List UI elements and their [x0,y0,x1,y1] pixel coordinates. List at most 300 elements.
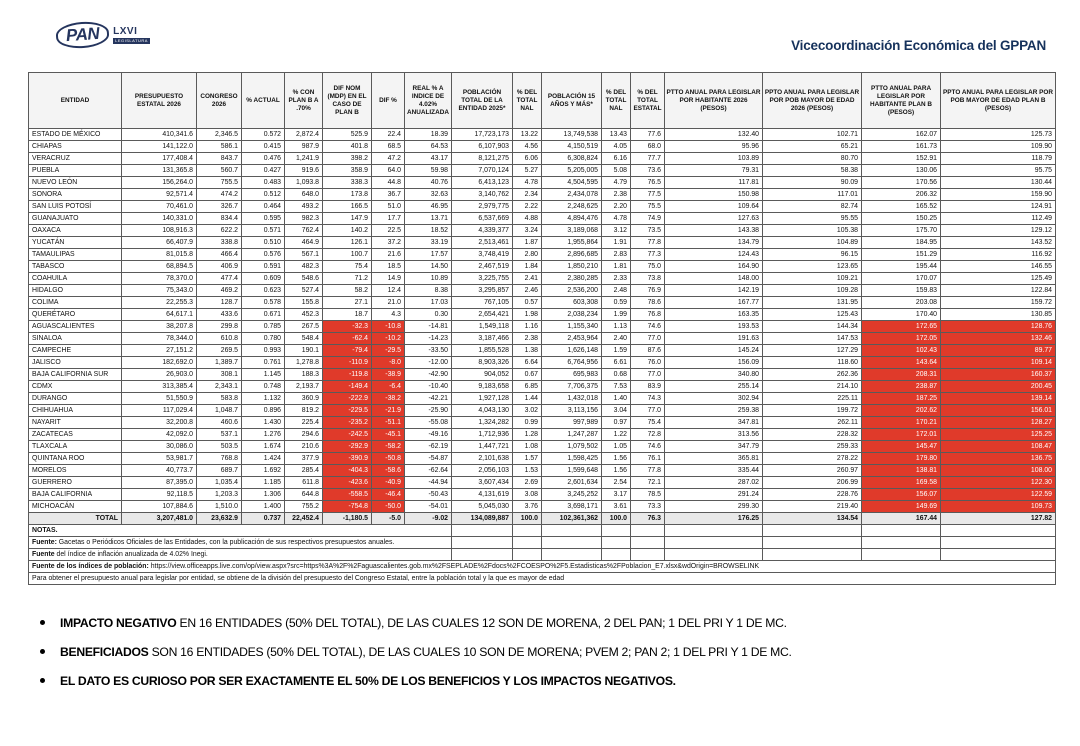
table-row [29,249,1056,261]
bullet-icon [40,678,45,683]
entity-cell: HIDALGO [29,285,122,297]
value-cell: 2,193.7 [285,381,323,393]
value-cell: 44.8 [372,177,405,189]
total-row [29,513,1056,525]
table-row [29,189,1056,201]
value-cell: 173.8 [323,189,372,201]
value-cell: 0.99 [513,417,542,429]
value-cell: 843.7 [197,153,242,165]
value-cell: -10.8 [372,321,405,333]
empty-cell [631,549,665,561]
value-cell: 75.4 [631,417,665,429]
value-cell: 104.89 [763,237,862,249]
value-cell: 313.56 [665,429,763,441]
value-cell: 129.12 [941,225,1056,237]
value-cell: -423.6 [323,477,372,489]
value-cell: 3,748,419 [452,249,513,261]
value-cell: 474.2 [197,189,242,201]
column-header: PRESUPUESTO ESTATAL 2026 [122,73,197,129]
value-cell: 1,432,018 [542,393,602,405]
empty-cell [941,537,1056,549]
value-cell: 59.98 [405,165,452,177]
value-cell: -62.64 [405,465,452,477]
value-cell: 149.69 [862,501,941,513]
value-cell: 919.6 [285,165,323,177]
value-cell: 377.9 [285,453,323,465]
entity-cell: QUINTANA ROO [29,453,122,465]
value-cell: 126.1 [323,237,372,249]
value-cell: -235.2 [323,417,372,429]
value-cell: 1,598,425 [542,453,602,465]
value-cell: 109.14 [941,357,1056,369]
value-cell: 2,346.5 [197,129,242,141]
column-header: CONGRESO 2026 [197,73,242,129]
empty-cell [665,537,763,549]
value-cell: 611.8 [285,477,323,489]
value-cell: 199.72 [763,405,862,417]
value-cell: 17.7 [372,213,405,225]
value-cell: 145.24 [665,345,763,357]
table-row [29,501,1056,513]
value-cell: 1.98 [513,309,542,321]
table-row [29,129,1056,141]
value-cell: 1,955,864 [542,237,602,249]
value-cell: 89.77 [941,345,1056,357]
value-cell: 2.34 [513,189,542,201]
value-cell: 313,385.4 [122,381,197,393]
value-cell: 4,131,619 [452,489,513,501]
value-cell: 206.99 [763,477,862,489]
value-cell: 1.674 [242,441,285,453]
value-cell: 38,207.8 [122,321,197,333]
value-cell: 37.2 [372,237,405,249]
value-cell: 76.3 [631,513,665,525]
value-cell: 78.5 [631,489,665,501]
value-cell: 2,536,200 [542,285,602,297]
value-cell: 182,692.0 [122,357,197,369]
value-cell: 308.1 [197,369,242,381]
value-cell: 358.9 [323,165,372,177]
value-cell: -45.1 [372,429,405,441]
value-cell: 188.3 [285,369,323,381]
value-cell: 338.3 [323,177,372,189]
table-row [29,273,1056,285]
empty-cell [513,525,542,537]
value-cell: -54.01 [405,501,452,513]
value-cell: 6,537,669 [452,213,513,225]
entity-cell: MORELOS [29,465,122,477]
empty-cell [602,525,631,537]
value-cell: 603,308 [542,297,602,309]
value-cell: 3,295,857 [452,285,513,297]
value-cell: 2,467,519 [452,261,513,273]
value-cell: 43.17 [405,153,452,165]
value-cell: 1.53 [513,465,542,477]
value-cell: 4,043,130 [452,405,513,417]
note-text: Fuente del índice de inflación anualizada de 4.02% Inegi. [29,549,452,561]
value-cell: 3,113,156 [542,405,602,417]
value-cell: 102,361,362 [542,513,602,525]
empty-cell [665,549,763,561]
value-cell: 176.25 [665,513,763,525]
entity-cell: GUANAJUATO [29,213,122,225]
note-row [29,561,1056,573]
value-cell: 58.2 [323,285,372,297]
value-cell: 200.45 [941,381,1056,393]
entity-cell: SONORA [29,189,122,201]
value-cell: 47.2 [372,153,405,165]
value-cell: 4.79 [602,177,631,189]
value-cell: 360.9 [285,393,323,405]
column-header: POBLACIÓN 15 AÑOS Y MÁS* [542,73,602,129]
column-header: % CON PLAN B A .70% [285,73,323,129]
value-cell: 5.08 [602,165,631,177]
value-cell: 131,365.8 [122,165,197,177]
value-cell: 3.76 [513,501,542,513]
value-cell: 3,187,466 [452,333,513,345]
value-cell: 648.0 [285,189,323,201]
value-cell: 2,343.1 [197,381,242,393]
value-cell: 122.84 [941,285,1056,297]
table-row [29,177,1056,189]
value-cell: 156,264.0 [122,177,197,189]
table-row [29,165,1056,177]
value-cell: 1.185 [242,477,285,489]
entity-cell: SINALOA [29,333,122,345]
value-cell: 0.483 [242,177,285,189]
value-cell: 3.04 [602,405,631,417]
value-cell: 172.01 [862,429,941,441]
value-cell: 206.32 [862,189,941,201]
value-cell: 1.430 [242,417,285,429]
value-cell: 170.07 [862,273,941,285]
value-cell: 143.38 [665,225,763,237]
value-cell: 75.4 [323,261,372,273]
value-cell: 13.43 [602,129,631,141]
value-cell: 68.5 [372,141,405,153]
value-cell: 2,038,234 [542,309,602,321]
value-cell: 64.53 [405,141,452,153]
value-cell: 79.31 [665,165,763,177]
value-cell: -1,180.5 [323,513,372,525]
value-cell: 583.8 [197,393,242,405]
value-cell: 0.609 [242,273,285,285]
entity-cell: NAYARIT [29,417,122,429]
value-cell: 7.53 [602,381,631,393]
value-cell: 22,255.3 [122,297,197,309]
value-cell: 4.3 [372,309,405,321]
value-cell: 40,773.7 [122,465,197,477]
value-cell: 1,389.7 [197,357,242,369]
value-cell: 228.76 [763,489,862,501]
value-cell: 2.38 [513,333,542,345]
value-cell: 112.49 [941,213,1056,225]
value-cell: 125.25 [941,429,1056,441]
value-cell: 132.40 [665,129,763,141]
value-cell: 2,453,964 [542,333,602,345]
value-cell: 503.5 [197,441,242,453]
value-cell: 13.22 [513,129,542,141]
empty-cell [763,525,862,537]
value-cell: -119.8 [323,369,372,381]
value-cell: 299.30 [665,501,763,513]
value-cell: 987.9 [285,141,323,153]
bullet-rest-text: SON 16 ENTIDADES (50% DEL TOTAL), DE LAS CUALES 10 SON DE MORENA; PVEM 2; PAN 2; 1 DEL PRI Y 1 DE MC. [148,645,792,659]
value-cell: 365.81 [665,453,763,465]
value-cell: 1,850,210 [542,261,602,273]
value-cell: 165.52 [862,201,941,213]
bullet-lead-text: BENEFICIADOS [60,645,149,659]
empty-cell [542,525,602,537]
value-cell: -46.4 [372,489,405,501]
value-cell: 77.8 [631,237,665,249]
entity-cell: CHIHUAHUA [29,405,122,417]
value-cell: 6.64 [513,357,542,369]
value-cell: 3,607,434 [452,477,513,489]
value-cell: 262.11 [763,417,862,429]
value-cell: 8,903,326 [452,357,513,369]
value-cell: -149.4 [323,381,372,393]
value-cell: 210.6 [285,441,323,453]
value-cell: 77.0 [631,333,665,345]
value-cell: 214.10 [763,381,862,393]
value-cell: 167.77 [665,297,763,309]
value-cell: 1,626,148 [542,345,602,357]
empty-cell [631,525,665,537]
value-cell: 326.7 [197,201,242,213]
value-cell: 1.424 [242,453,285,465]
empty-cell [763,537,862,549]
value-cell: 23,632.9 [197,513,242,525]
value-cell: 1,155,340 [542,321,602,333]
value-cell: 1,247,287 [542,429,602,441]
value-cell: 291.24 [665,489,763,501]
value-cell: 1.40 [602,393,631,405]
value-cell: 6,308,824 [542,153,602,165]
population-source-url[interactable]: https://view.officeapps.live.com/op/view.aspx?src=https%3A%2F%2Faguascalientes.gob.mx%2FSEPLADE%2Fdocs%2FCOESPO%2F5.Estadisticas%2FPoblacion_E7.xlsx&wdOrigin=BROWSELINK [148,562,760,570]
value-cell: 108.47 [941,441,1056,453]
value-cell: 73.6 [631,165,665,177]
value-cell: 2,101,638 [452,453,513,465]
value-cell: 208.31 [862,369,941,381]
value-cell: -54.87 [405,453,452,465]
value-cell: 155.8 [285,297,323,309]
value-cell: 77.6 [631,129,665,141]
legislature-number: LXVI [113,25,138,37]
value-cell: 131.95 [763,297,862,309]
value-cell: 0.595 [242,213,285,225]
table-row [29,153,1056,165]
table-row [29,477,1056,489]
value-cell: 335.44 [665,465,763,477]
value-cell: 170.21 [862,417,941,429]
value-cell: 1.692 [242,465,285,477]
value-cell: 2.46 [513,285,542,297]
value-cell: 2.54 [602,477,631,489]
value-cell: 117.01 [763,189,862,201]
value-cell: 406.9 [197,261,242,273]
value-cell: 164.90 [665,261,763,273]
value-cell: 493.2 [285,201,323,213]
value-cell: 0.761 [242,357,285,369]
value-cell: 1.306 [242,489,285,501]
value-cell: 537.1 [197,429,242,441]
value-cell: 1.99 [602,309,631,321]
value-cell: 755.2 [285,501,323,513]
value-cell: 78,344.0 [122,333,197,345]
entity-cell: MICHOACÁN [29,501,122,513]
value-cell: 184.95 [862,237,941,249]
value-cell: -292.9 [323,441,372,453]
value-cell: 1.400 [242,501,285,513]
value-cell: -242.5 [323,429,372,441]
value-cell: 187.25 [862,393,941,405]
value-cell: 103.89 [665,153,763,165]
table-row [29,225,1056,237]
value-cell: 6.61 [602,357,631,369]
column-header: PTTO ANUAL PARA LEGISLAR POR HABITANTE 2026 (PESOS) [665,73,763,129]
value-cell: 1.13 [602,321,631,333]
value-cell: 567.1 [285,249,323,261]
value-cell: 125.49 [941,273,1056,285]
value-cell: 7,070,124 [452,165,513,177]
value-cell: 162.07 [862,129,941,141]
value-cell: 33.19 [405,237,452,249]
value-cell: -8.0 [372,357,405,369]
value-cell: 477.4 [197,273,242,285]
value-cell: 1,241.9 [285,153,323,165]
table-row [29,465,1056,477]
value-cell: 2.22 [513,201,542,213]
value-cell: 151.29 [862,249,941,261]
value-cell: 68,894.5 [122,261,197,273]
value-cell: -14.81 [405,321,452,333]
value-cell: 18.52 [405,225,452,237]
value-cell: 127.82 [941,513,1056,525]
value-cell: 1,324,282 [452,417,513,429]
value-cell: 3.12 [602,225,631,237]
value-cell: 0.97 [602,417,631,429]
empty-cell [542,549,602,561]
value-cell: 560.7 [197,165,242,177]
value-cell: 102.43 [862,345,941,357]
value-cell: 469.2 [197,285,242,297]
value-cell: 3.24 [513,225,542,237]
value-cell: -38.9 [372,369,405,381]
value-cell: 92,118.5 [122,489,197,501]
value-cell: 73.3 [631,501,665,513]
value-cell: -32.3 [323,321,372,333]
value-cell: 8.38 [405,285,452,297]
column-header: DIF NOM (MDP) EN EL CASO DE PLAN B [323,73,372,129]
value-cell: 347.81 [665,417,763,429]
value-cell: 548.6 [285,273,323,285]
empty-cell [862,525,941,537]
value-cell: 13,749,538 [542,129,602,141]
empty-cell [665,525,763,537]
legislature-badge [113,27,150,44]
value-cell: -390.9 [323,453,372,465]
empty-cell [513,549,542,561]
value-cell: 340.80 [665,369,763,381]
value-cell: 2,434,078 [542,189,602,201]
table-row [29,309,1056,321]
value-cell: 159.90 [941,189,1056,201]
value-cell: 2.33 [602,273,631,285]
value-cell: 2,380,285 [542,273,602,285]
column-header: POBLACIÓN TOTAL DE LA ENTIDAD 2025* [452,73,513,129]
value-cell: 75.5 [631,201,665,213]
value-cell: 6,764,956 [542,357,602,369]
value-cell: 3.61 [602,501,631,513]
value-cell: 100.0 [513,513,542,525]
value-cell: 147.53 [763,333,862,345]
value-cell: 17.57 [405,249,452,261]
value-cell: 179.80 [862,453,941,465]
value-cell: 7,706,375 [542,381,602,393]
value-cell: 172.05 [862,333,941,345]
value-cell: 4.88 [513,213,542,225]
value-cell: 139.14 [941,393,1056,405]
value-cell: 122.59 [941,489,1056,501]
entity-cell: AGUASCALIENTES [29,321,122,333]
value-cell: 2,654,421 [452,309,513,321]
value-cell: 140.2 [323,225,372,237]
value-cell: 128.7 [197,297,242,309]
empty-cell [941,549,1056,561]
value-cell: 130.06 [862,165,941,177]
value-cell: 0.576 [242,249,285,261]
value-cell: -50.8 [372,453,405,465]
value-cell: 134,089,887 [452,513,513,525]
value-cell: 1.145 [242,369,285,381]
value-cell: 36.7 [372,189,405,201]
value-cell: 203.08 [862,297,941,309]
entity-cell: SAN LUIS POTOSÍ [29,201,122,213]
value-cell: 1,048.7 [197,405,242,417]
value-cell: 3,207,481.0 [122,513,197,525]
value-cell: 125.43 [763,309,862,321]
value-cell: 0.427 [242,165,285,177]
value-cell: 819.2 [285,405,323,417]
value-cell: 167.44 [862,513,941,525]
value-cell: 466.4 [197,249,242,261]
value-cell: -62.19 [405,441,452,453]
value-cell: 1.44 [513,393,542,405]
value-cell: 1.56 [602,465,631,477]
value-cell: 18.5 [372,261,405,273]
value-cell: 3.02 [513,405,542,417]
value-cell: -49.16 [405,429,452,441]
value-cell: 109.28 [763,285,862,297]
value-cell: 191.63 [665,333,763,345]
note-text: NOTAS. [29,525,452,537]
column-header: % DEL TOTAL NAL [513,73,542,129]
value-cell: 12.4 [372,285,405,297]
value-cell: 77.5 [631,189,665,201]
value-cell: 145.47 [862,441,941,453]
value-cell: 78,370.0 [122,273,197,285]
legislature-label: LEGISLATURA [115,37,148,43]
value-cell: 0.896 [242,405,285,417]
value-cell: -9.02 [405,513,452,525]
entity-cell: TAMAULIPAS [29,249,122,261]
value-cell: 1.84 [513,261,542,273]
empty-cell [452,537,513,549]
value-cell: 2.80 [513,249,542,261]
value-cell: 4,339,377 [452,225,513,237]
value-cell: 58.38 [763,165,862,177]
